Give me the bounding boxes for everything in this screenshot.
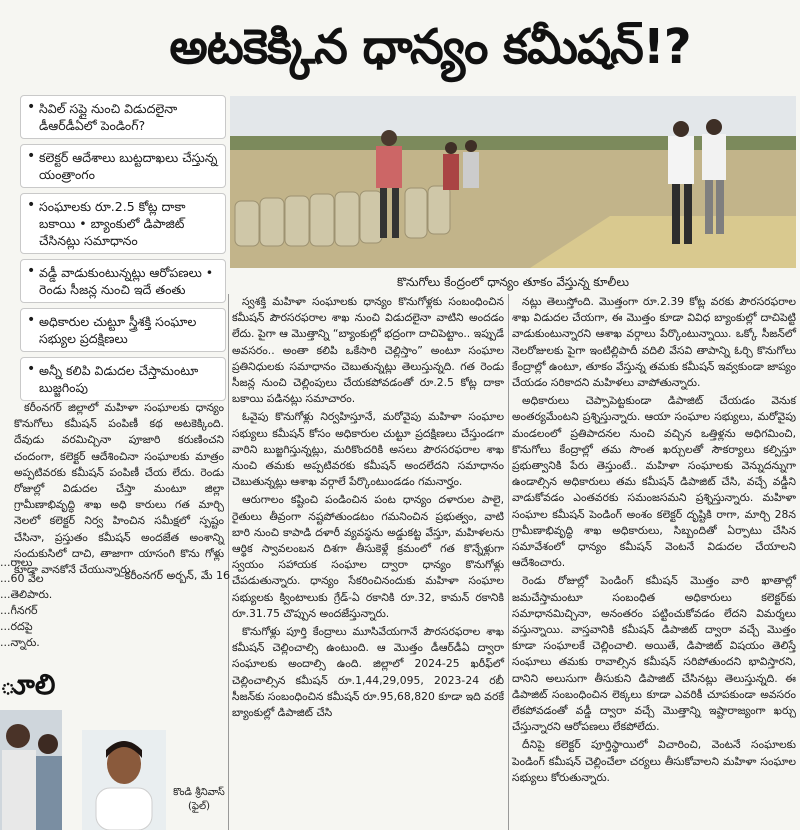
column-divider [508,294,509,830]
news-photo [230,96,796,268]
highlight-item: • సంఘాలకు రూ.2.5 కోట్ల దాకా బకాయి • బ్యాంకులో డిపాజిట్ చేసినట్లు సమాధానం [20,193,226,254]
highlight-item: • అధికారుల చుట్టూ స్త్రీశక్తి సంఘాల సభ్యుల ప్రదక్షిణలు [20,308,226,352]
person-portrait [82,730,166,830]
paragraph: నట్లు తెలుస్తోంది. మొత్తంగా రూ.2.39 కోట్ల వరకు పౌరసరఫరాల శాఖ విడుదల చేయగా, ఈ మొత్తం కూడా వివిధ బ్యాంకుల్లో దాచిపెట్టి వాడుకుంటున్నారని ఆశాఖ వర్గాలు పేర్కొంటున్నాయి. ఒక్కో సీజన్‌లో నెలరోజులకు పైగా ఇంటిల్లిపాదీ వదిలి వేసవి తాపాన్ని ఓర్చి కొనుగోలు కేంద్రాల్లో ఉంటూ, తూకం వేస్తున్న తమకు కమీషన్ ఇవ్వకుండా జాప్యం చేయడం సరికాదని మహిళలు వాపోతున్నారు. [512,295,796,390]
paragraph: ఓవైపు కొనుగోళ్లు నిర్వహిస్తూనే, మరోవైపు మహిళా సంఘాల సభ్యులు కమీషన్ కోసం అధికారుల చుట్టూ ప్రదక్షిణలు చేస్తుండగా వారిని బుజ్జగిస్తున్నట్లు, మరికొందరికి అసలు పౌరసరఫరాల శాఖ నుంచి తమకు అప్పటివరకు కమీషన్ అందలేదని సమాధానం చెబుతున్నట్లు ఆశాఖ వర్గాలే పేర్కొంటుండడం గమనార్హం. [232,410,504,489]
highlight-item: • వడ్డీ వాడుకుంటున్నట్లు ఆరోపణలు • రెండు సీజన్ల నుంచి ఇదే తంతు [20,259,226,303]
adjacent-article-fragment: ...రాలు ...60 వేల ...తెలిపారు. ...గీనగర్ ...రదపై ...న్నారు. [0,556,53,649]
paragraph: కొనుగోళ్లు పూర్తి కేంద్రాలు మూసివేయగానే పౌరసరఫరాల శాఖ కమీషన్ చెల్లించాల్సి ఉంటుంది. ఆ మొత్తం డీఆర్‌డీఏ ద్వారా సంఘాలకు అందాల్సి ఉంది. జిల్లాలో 2024-25 ఖరీఫ్‌లో చెల్లించాల్సిన కమీషన్ రూ.1,44,29,095, 2023-24 రబీ సీజన్‌కు సంబంధించిన కమీషన్ రూ.95,68,820 కూడా ఇది వరకే బ్యాంకుల్లో డిపాజిట్ చేసి [232,625,504,720]
adjacent-photo [0,710,62,830]
paragraph: రెండు రోజుల్లో పెండింగ్ కమీషన్ మొత్తం వారి ఖాతాల్లో జమచేస్తామంటూ సంబంధిత అధికారులు కలెక్టర్‌కు సమాధానమిచ్చినా, అనంతరం పట్టించుకోవడం లేదని విమర్శలు వస్తున్నాయి. వాస్తవానికి కమీషన్ డిపాజిట్ ద్వారా వచ్చే మొత్తం కూడా సంఘాలకే చెల్లించాలి. అయితే, డిపాజిట్ విషయం తెలిస్తే సంఘాలు తమకు రావాల్సిన కమీషన్ సరిపోతుందని భావిస్తారని, దానిని అలుసుగా తీసుకుని డిపాజిట్ చేసినట్లు తెలుస్తున్నది. ఈ డిపాజిట్ సంబంధించిన లెక్కలు కూడా ఎవరికీ చూపకుండా అవసరం లేకపోవడంతో వడ్డీ ద్వారా వచ్చే మొత్తాన్ని ఇష్టారాజ్యంగా ఖర్చు చేస్తున్నారని ఆరోపణలు లేకపోలేదు. [512,574,796,734]
paragraph: దీనిపై కలెక్టర్ పూర్తిస్థాయిలో విచారించి, వెంటనే సంఘాలకు పెండింగ్ కమీషన్ చెల్లించేలా చర్యలు తీసుకోవాలని మహిళా సంఘాల సభ్యులు కోరుతున్నారు. [512,738,796,784]
highlight-item: • అన్నీ కలిపి విడుదల చేస్తామంటూ బుజ్జగింపు [20,357,226,401]
article-column-3 [512,294,796,788]
photo-caption: కొనుగోలు కేంద్రంలో ధాన్యం తూకం వేస్తున్న కూలీలు [397,275,629,289]
paragraph: స్వశక్తి మహిళా సంఘాలకు ధాన్యం కొనుగోళ్లకు సంబంధించిన కమీషన్ పౌరసరఫరాల శాఖ నుంచి విడుదలైనా వాటిని అందడం లేదు. పైగా ఆ మొత్తాన్ని “బ్యాంకుల్లో భద్రంగా దాచిపెట్టాం.. ఇప్పుడే అవసరం.. అంతా కలిపి ఒకేసారి చెల్లిస్తాం” అంటూ సంఘాల ప్రతినిధులకు సమాధానం చెబుతున్నట్లు తెలుస్తున్నది. గత రెండు సీజన్ల నుంచి చెల్లింపులు చేయకపోవడంతో రూ.2.5 కోట్ల దాకా బకాయి పడినట్లు సమాచారం. [232,295,504,406]
article-column-2 [232,294,504,723]
portrait-caption: కొండి శ్రీనివాస్ (ఫైల్) [173,787,225,812]
adjacent-headline-fragment: ూలి [0,668,56,701]
dateline [70,560,230,584]
byline: -కరీంనగర్ అర్బన్, మే 16 [120,569,230,582]
paragraph: అధికారులు చెప్పాపెట్టకుండా డిపాజిట్ చేయడం వెనుక అంతర్యమేంటని ప్రశ్నిస్తున్నారు. ఆయా సంఘాల సభ్యులు, మరోవైపు మండలంలో ప్రతిపాదనల నుంచి వచ్చిన ఒత్తిళ్లను అధిగమించి, కొనుగోలు కేంద్రాల్లో తమ సొంత ఖర్చులతో సౌకర్యాలు కల్పిస్తూ ప్రభుత్వానికి పేరు తెస్తుంటే.. మహిళా సంఘాలకు వెన్నుదన్నుగా ఉండాల్సిన అధికారులు తమ కమీషన్ డిపాజిట్ చేసి, వచ్చే వడ్డీని వాడుకోవడం ఎంతవరకు సమంజసమని ప్రశ్నిస్తున్నారు. మహిళా సంఘాల కమీషన్ పెండింగ్ అంశం కలెక్టర్ దృష్టికి రాగా, మార్చి 28న గ్రామీణాభివృద్ధి శాఖ అధికారులు, సిబ్బందితో ఏర్పాటు చేసిన సమావేశంలో ధాన్యం కమీషన్ వెంటనే విడుదల చేయాలని ఆదేశించారు. [512,394,796,570]
headline: అటకెక్కిన ధాన్యం కమీషన్‌!? [169,19,691,75]
paragraph: ఆరుగాలం కష్టించి పండించిన పంట ధాన్యం దళారుల పాలై, రైతులు తీవ్రంగా నష్టపోతుండటం గమనించిన ప్రభుత్వం, వాటి బారి నుంచి కాపాడి దళారీ వ్యవస్థను అడ్డుకట్ట వేస్తూ, మహిళలను ఆర్థిక స్వావలంబన దిశగా తీసుకెళ్లే క్రమంలో గత కొన్నేళ్లుగా స్వయం సహాయక సంఘాల ద్వారా ధాన్యం కొనుగోళ్లు చేపడుతున్నారు. ధాన్యం సేకరించినందుకు మహిళా సంఘాల సభ్యులకు క్వింటాలుకు గ్రేడ్-ఏ రకానికి రూ.32, కామన్ రకానికి రూ.31.75 చొప్పున అందజేస్తున్నారు. [232,493,504,620]
highlight-item: • కలెక్టర్ ఆదేశాలు బుట్టదాఖలు చేస్తున్న యంత్రాంగం [20,144,226,188]
highlights-box [20,95,226,406]
paragraph: కరీంనగర్ జిల్లాలో మహిళా సంఘాలకు ధాన్యం కొనుగోలు కమీషన్ పంపిణీ కథ అటకెక్కింది. దేవుడు వరమిచ్చినా పూజారి కరుణించని చందంగా, కలెక్టర్ ఆదేశించినా సంఘాలకు మాత్రం అప్పటివరకు కమీషన్ పంపిణీ చేయ లేదు. రెండు రోజుల్లో విడుదల చేస్తా మంటూ జిల్లా గ్రామీణాభివృద్ధి శాఖ అధి కారులు గత మార్చి నెలలో కలెక్టర్ నిర్వ హించిన సమీక్షలో స్పష్టం చేసినా, ప్రస్తుతం కమీషన్ అందజేత అంశాన్ని సందుకుసిలో దాచి, తాజాగా యాసంగి కొను గోళ్లు కూడా వానకోనే చేయున్నారు. [14,401,224,577]
highlight-item: • సివిల్ సప్లై నుంచి విడుదలైనా డీఆర్‌డీఏలో పెండింగ్‌? [20,95,226,139]
article-column-1 [14,400,224,580]
